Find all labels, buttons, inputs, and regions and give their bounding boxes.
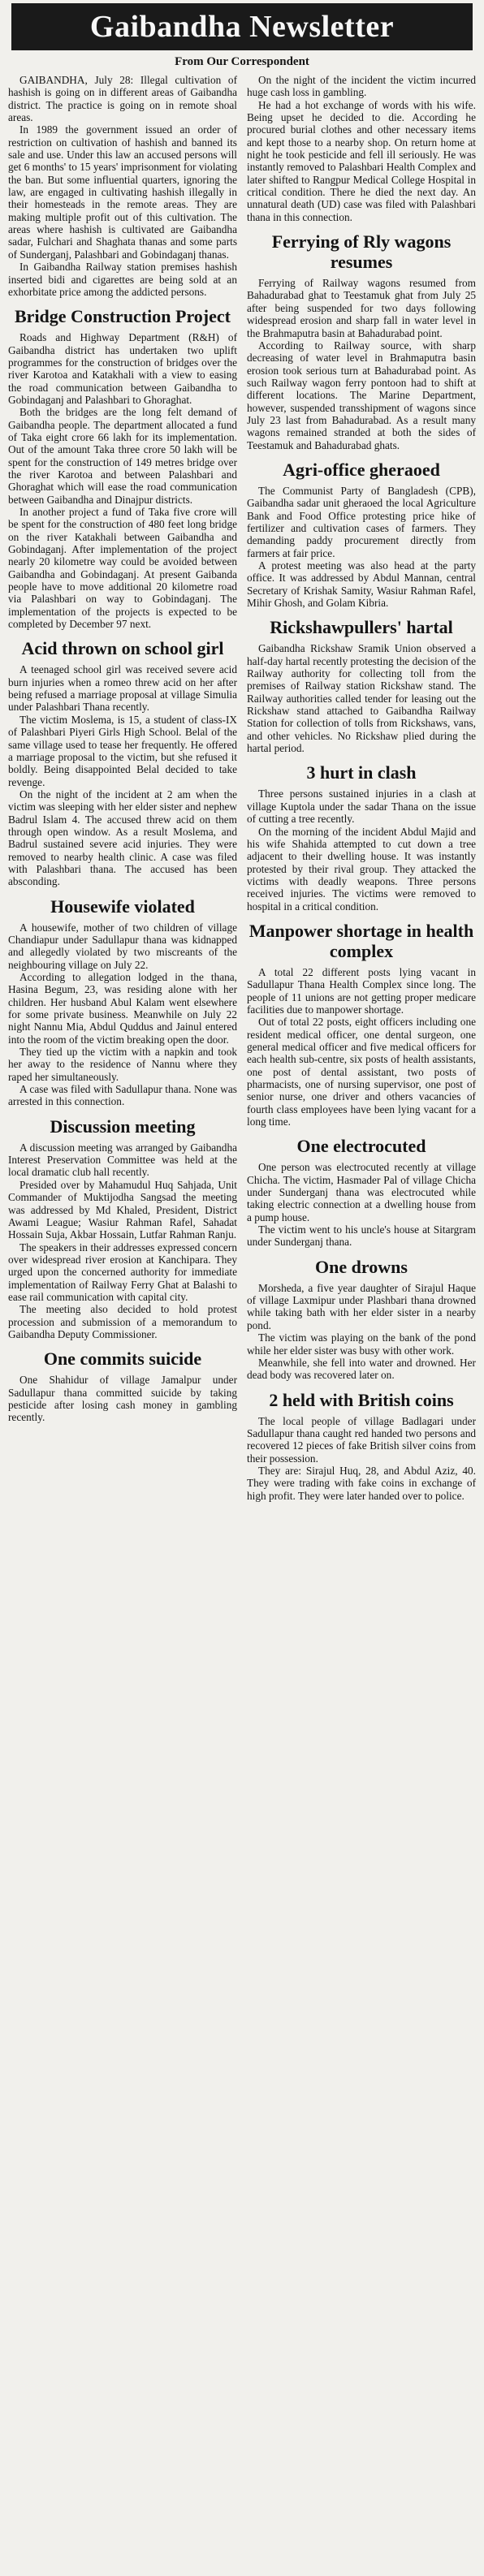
paragraph: The meeting also decided to hold protest procession and submission of a memorandum to Gaibandha Deputy Commissioner. xyxy=(8,1303,237,1340)
paragraph: A housewife, mother of two children of village Chandiapur under Sadullapur thana was kidnapped and allegedly violated by two miscreants of the neighbouring village on July 22. xyxy=(8,921,237,971)
paragraph: In another project a fund of Taka five crore will be spent for the construction of 480 feet long bridge on the river Katakhali between Gaibandha and Gobindaganj. After implementation of the project nearly 20 kilometre way could be avoided between Gaibandha and Gobindaganj. At present Gaibanda people have to move additional 20 kilometre road via Palashbari on way to Gobindaganj. The implementation of the projects is expected to be completed by December 97 next. xyxy=(8,506,237,631)
paragraph: Ferrying of Railway wagons resumed from Bahadurabad ghat to Teestamuk ghat from July 25 after being suspended for two days following widespread erosion and sharp fall in water level in the Brahmaputra basin at Bahadurabad point. xyxy=(247,277,476,339)
paragraph: A case was filed with Sadullapur thana. None was arrested in this connection. xyxy=(8,1083,237,1108)
paragraph: A total 22 different posts lying vacant in Sadullapur Thana Health Complex since long. The people of 11 unions are not getting proper medicare facilities due to manpower shortage. xyxy=(247,965,476,1016)
paragraph: On the night of the incident the victim incurred huge cash loss in gambling. xyxy=(247,74,476,99)
headline: One drowns xyxy=(315,1256,408,1277)
paragraph: A teenaged school girl was received severe acid burn injuries when a romeo threw acid on her after being refused a marriage proposal at village Simulia under Palashbari Thana recently. xyxy=(8,663,237,714)
headline: Ferrying of Rly wagons resumes xyxy=(271,231,452,273)
paragraph: Out of total 22 posts, eight officers including one resident medical officer, one dental surgeon, one general medical officer and five medical officers for each health sub-centre, six posts of health assistants, one post of dental assistant, two posts of pharmacists, one of nursing supervisor, one post of senior nurse, one driver and others vacancies of fourth class employees have been lying vacant for a long time. xyxy=(247,1016,476,1128)
masthead: Gaibandha Newsletter xyxy=(11,3,473,50)
paragraph: Gaibandha Rickshaw Sramik Union observed a half-day hartal recently protesting the decision of the Railway authority for collecting toll from the premises of Railway station Rickshaw stand. The Railway authorities called tender for leasing out the Rickshaw stand attached to Gaibandha Railway Station for collection of tolls from Rickshaws, vans, and other vehicles. No Rickshaw plied during the hartal period. xyxy=(247,642,476,755)
byline: From Our Correspondent xyxy=(175,55,309,68)
headline: Acid thrown on school girl xyxy=(21,638,224,659)
headline: Bridge Construction Project xyxy=(15,306,231,327)
paragraph: One Shahidur of village Jamalpur under Sadullapur thana committed suicide by taking pesticide after losing cash money in gambling recently. xyxy=(8,1374,237,1424)
headline: Agri-office gheraoed xyxy=(283,459,440,480)
headline: Housewife violated xyxy=(50,895,195,917)
headline: Manpower shortage in health complex xyxy=(248,920,474,961)
paragraph: They tied up the victim with a napkin and took her away to the residence of Nannu where they raped her simultaneously. xyxy=(8,1046,237,1083)
paragraph: The victim Moslema, is 15, a student of class-IX of Palashbari Piyeri Girls High School. Belal of the same village used to tease her frequently. He offered a marriage proposal to the victim, but she refused it boldly. Being disappointed Belal decided to take revenge. xyxy=(8,713,237,788)
paragraph: He had a hot exchange of words with his wife. Being upset he decided to die. According he procured burial clothes and other necessary items and kept those to a nearby shop. On return home at night he took pesticide and fell ill seriously. He was instantly removed to Palashbari Health Complex and later shifted to Rangpur Medical College Hospital in critical condition. There he died the next day. An unnatural death (UD) case was filed with Palashbari thana in this connection. xyxy=(247,98,476,223)
paragraph: Roads and Highway Department (R&H) of Gaibandha district has undertaken two uplift programmes for the construction of bridges over the river Karotoa and Katakhali with a view to easing the road communication between Gaibandha to Gobindaganj and Palashbari to Ghoraghat. xyxy=(8,331,237,406)
paragraph: Both the bridges are the long felt demand of Gaibandha people. The department allocated a fund of Taka eight crore 66 lakh for its implementation. Out of the amount Taka three crore 50 lakh will be spent for the construction of 149 metres bridge over the river Karotoa and between Palashbari and Ghoraghat which will ease the road communication between Gaibandha and Dinajpur districts. xyxy=(8,406,237,506)
paragraph: A discussion meeting was arranged by Gaibandha Interest Preservation Committee was held at the local dramatic club hall recently. xyxy=(8,1141,237,1179)
paragraph: On the night of the incident at 2 am when the victim was sleeping with her elder sister and nephew Badrul Islam 4. The accused threw acid on them through open window. As a result Moslema, and Badrul sustained severe acid injuries. They were removed to nearby health clinic. A case was filed with Palashbari thana. The accused has been absconding. xyxy=(8,787,237,888)
paragraph: In 1989 the government issued an order of restriction on cultivation of hashish and banned its sale and use. Under this law an accused persons will get 6 months' to 15 years' imprisonment for violating the ban. But some influential quarters, ignoring the law, are engaged in cultivating hashish illegally in their homesteads in the remote areas. They are making multiple profit out of this cultivation. The areas where hashish is cultivated are Gaibandha sadar, Fulchari and Shaghata thanas and some parts of Sunderganj, Palashbari and Gobindaganj thanas. xyxy=(8,123,237,261)
right-column xyxy=(247,74,476,1502)
headline: One electrocuted xyxy=(296,1136,426,1157)
paragraph: Three persons sustained injuries in a clash at village Kuptola under the sadar Thana on the issue of cutting a tree recently. xyxy=(247,787,476,826)
paragraph: Morsheda, a five year daughter of Sirajul Haque of village Laxmipur under Plashbari thana drowned while taking bath with her elder sister in a nearby pond. xyxy=(247,1281,476,1331)
paragraph: In Gaibandha Railway station premises hashish inserted bidi and cigarettes are being sold at an exhorbitate price among the addicted persons. xyxy=(8,261,237,298)
headline: 3 hurt in clash xyxy=(306,762,417,783)
paragraph: Presided over by Mahamudul Huq Sahjada, Unit Commander of Muktijodha Sangsad the meeting was addressed by Md Khaled, President, District Awami League; Wasiur Rahman Rafel, Sahadat Hossain Suja, Akbar Hossain, Lutfar Rahman Ranju. xyxy=(8,1178,237,1241)
headline: Discussion meeting xyxy=(50,1115,196,1137)
paragraph: The speakers in their addresses expressed concern over widespread river erosion at Kanchipara. They urged upon the concerned authority for immediate implementation of Railway Ferry Ghat at Balashi to ease rail communication with capital city. xyxy=(8,1241,237,1303)
paragraph: One person was electrocuted recently at village Chicha. The victim, Hasmader Pal of village Chicha under Sunderganj thana was electrocuted while taking electric connection at a dwelling house from a pump house. xyxy=(247,1161,476,1223)
headline: 2 held with British coins xyxy=(269,1389,454,1410)
paragraph: According to Railway source, with sharp decreasing of water level in Brahmaputra basin erosion took serious turn at Bahadurabad point. As such Railway wagon ferry pontoon had to shift at different locations. The Marine Department, however, suspended transshipment of wagons since July 23 last from Bahadurabad. As a result many wagons remained stranded at both the sides of Teestamuk and Bahadurabad ghats. xyxy=(247,339,476,451)
headline: Rickshawpullers' hartal xyxy=(270,617,453,638)
paragraph: A protest meeting was also head at the party office. It was addressed by Abdul Mannan, central Secretary of Krishak Samity, Wasiur Rahman Rafel, Mihir Ghosh, and Golam Kibria. xyxy=(247,559,476,610)
paragraph: Meanwhile, she fell into water and drowned. Her dead body was recovered later on. xyxy=(247,1356,476,1382)
paragraph: The Communist Party of Bangladesh (CPB), Gaibandha sadar unit gheraoed the local Agriculture Bank and Food Office protesting price hike of fertilizer and cultivation cases of farmers. They demanding paddy procurement directly from farmers at fair price. xyxy=(247,484,476,559)
paragraph: According to allegation lodged in the thana, Hasina Begum, 23, was residing alone with her children. Her husband Abul Kalam went elsewhere for some private business. Meanwhile on July 22 night Nannu Mia, Abdul Quddus and Jainul entered into the room of the victim breaking open the door. xyxy=(8,971,237,1046)
article-columns xyxy=(8,74,476,1502)
paragraph: They are: Sirajul Huq, 28, and Abdul Aziz, 40. They were trading with fake coins in exchange of high profit. They were later handed over to police. xyxy=(247,1464,476,1502)
headline: One commits suicide xyxy=(43,1348,202,1370)
paragraph: The victim went to his uncle's house at Sitargram under Sunderganj thana. xyxy=(247,1223,476,1249)
paragraph: The local people of village Badlagari under Sadullapur thana caught red handed two persons and recovered 12 pieces of fake British silver coins from their possession. xyxy=(247,1414,476,1465)
paragraph: The victim was playing on the bank of the pond while her elder sister was busy with other work. xyxy=(247,1331,476,1357)
paragraph: On the morning of the incident Abdul Majid and his wife Shahida attempted to cut down a tree adjacent to their dwelling house. It was instantly protested by their rival group. They attacked the victims with deadly weapons. Three persons received injuries. The victims were removed to hospital in a critical condition. xyxy=(247,825,476,913)
left-column xyxy=(8,74,237,1502)
paragraph: GAIBANDHA, July 28: Illegal cultivation of hashish is going on in different areas of Gaibandha district. The practice is going on in remote shoal areas. xyxy=(8,74,237,124)
